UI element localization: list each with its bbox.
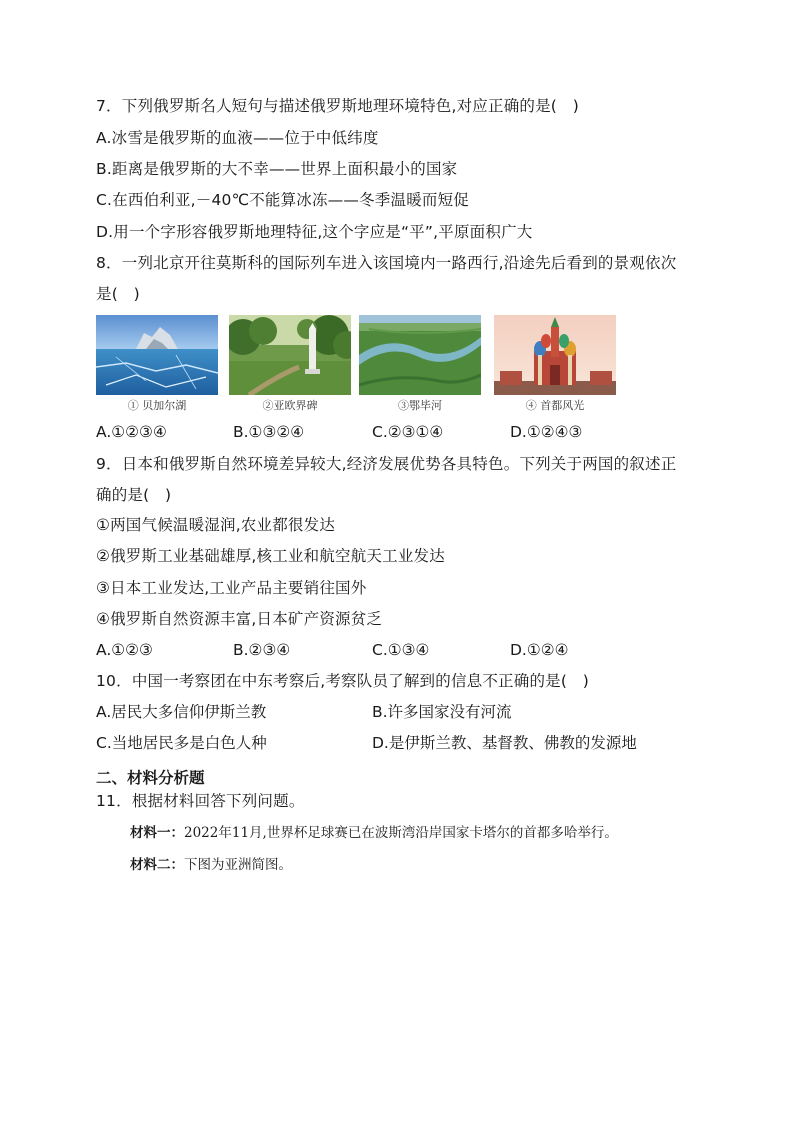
q9-stem-line2: 确的是( ) xyxy=(96,486,172,504)
material-2 xyxy=(130,856,292,874)
river-photo xyxy=(359,315,481,395)
q9-option-c: C.①③④ xyxy=(372,641,430,659)
caption-2: ②亚欧界碑 xyxy=(262,399,318,412)
q10-stem: 10．中国一考察团在中东考察后,考察队员了解到的信息不正确的是( ) xyxy=(96,672,590,690)
caption-4: ④ 首都风光 xyxy=(525,399,585,412)
caption-3: ③鄂毕河 xyxy=(398,399,442,412)
q10-option-c: C.当地居民多是白色人种 xyxy=(96,734,267,752)
q10-option-a: A.居民大多信仰伊斯兰教 xyxy=(96,703,267,721)
material-1 xyxy=(130,824,618,842)
q9-statement-4: ④俄罗斯自然资源丰富,日本矿产资源贫乏 xyxy=(96,610,383,628)
q7-option-c: C.在西伯利亚,－40℃不能算冰冻——冬季温暖而短促 xyxy=(96,191,470,209)
q10-option-b: B.许多国家没有河流 xyxy=(372,703,512,721)
q10-option-d: D.是伊斯兰教、基督教、佛教的发源地 xyxy=(372,734,637,752)
q9-statement-1: ①两国气候温暖湿润,农业都很发达 xyxy=(96,516,336,534)
section-title: 二、材料分析题 xyxy=(96,769,205,787)
material-1-text: 2022年11月,世界杯足球赛已在波斯湾沿岸国家卡塔尔的首都多哈举行。 xyxy=(184,825,618,841)
q11-stem: 11．根据材料回答下列问题。 xyxy=(96,792,305,810)
q8-option-d: D.①②④③ xyxy=(510,423,583,441)
q9-option-a: A.①②③ xyxy=(96,641,153,659)
q7-stem: 7．下列俄罗斯名人短句与描述俄罗斯地理环境特色,对应正确的是( ) xyxy=(96,97,579,115)
q8-option-b: B.①③②④ xyxy=(233,423,305,441)
material-2-text: 下图为亚洲简图。 xyxy=(184,857,292,873)
border-monument-photo xyxy=(229,315,351,395)
q9-statement-3: ③日本工业发达,工业产品主要销往国外 xyxy=(96,579,367,597)
q8-option-c: C.②③①④ xyxy=(372,423,444,441)
q7-option-a: A.冰雪是俄罗斯的血液——位于中低纬度 xyxy=(96,129,379,147)
q9-option-b: B.②③④ xyxy=(233,641,291,659)
cathedral-photo xyxy=(494,315,616,395)
q9-stem-line1: 9．日本和俄罗斯自然环境差异较大,经济发展优势各具特色。下列关于两国的叙述正 xyxy=(96,455,677,473)
frozen-lake-photo xyxy=(96,315,218,395)
q8-stem-line1: 8．一列北京开往莫斯科的国际列车进入该国境内一路西行,沿途先后看到的景观依次 xyxy=(96,254,677,272)
q7-option-b: B.距离是俄罗斯的大不幸——世界上面积最小的国家 xyxy=(96,160,458,178)
caption-1: ① 贝加尔湖 xyxy=(127,399,187,412)
material-1-label: 材料一： xyxy=(130,825,184,841)
q7-option-d: D.用一个字形容俄罗斯地理特征,这个字应是“平”,平原面积广大 xyxy=(96,223,533,241)
q9-option-d: D.①②④ xyxy=(510,641,569,659)
q8-option-a: A.①②③④ xyxy=(96,423,167,441)
q8-stem-line2: 是( ) xyxy=(96,285,140,303)
q9-statement-2: ②俄罗斯工业基础雄厚,核工业和航空航天工业发达 xyxy=(96,547,445,565)
material-2-label: 材料二： xyxy=(130,857,184,873)
